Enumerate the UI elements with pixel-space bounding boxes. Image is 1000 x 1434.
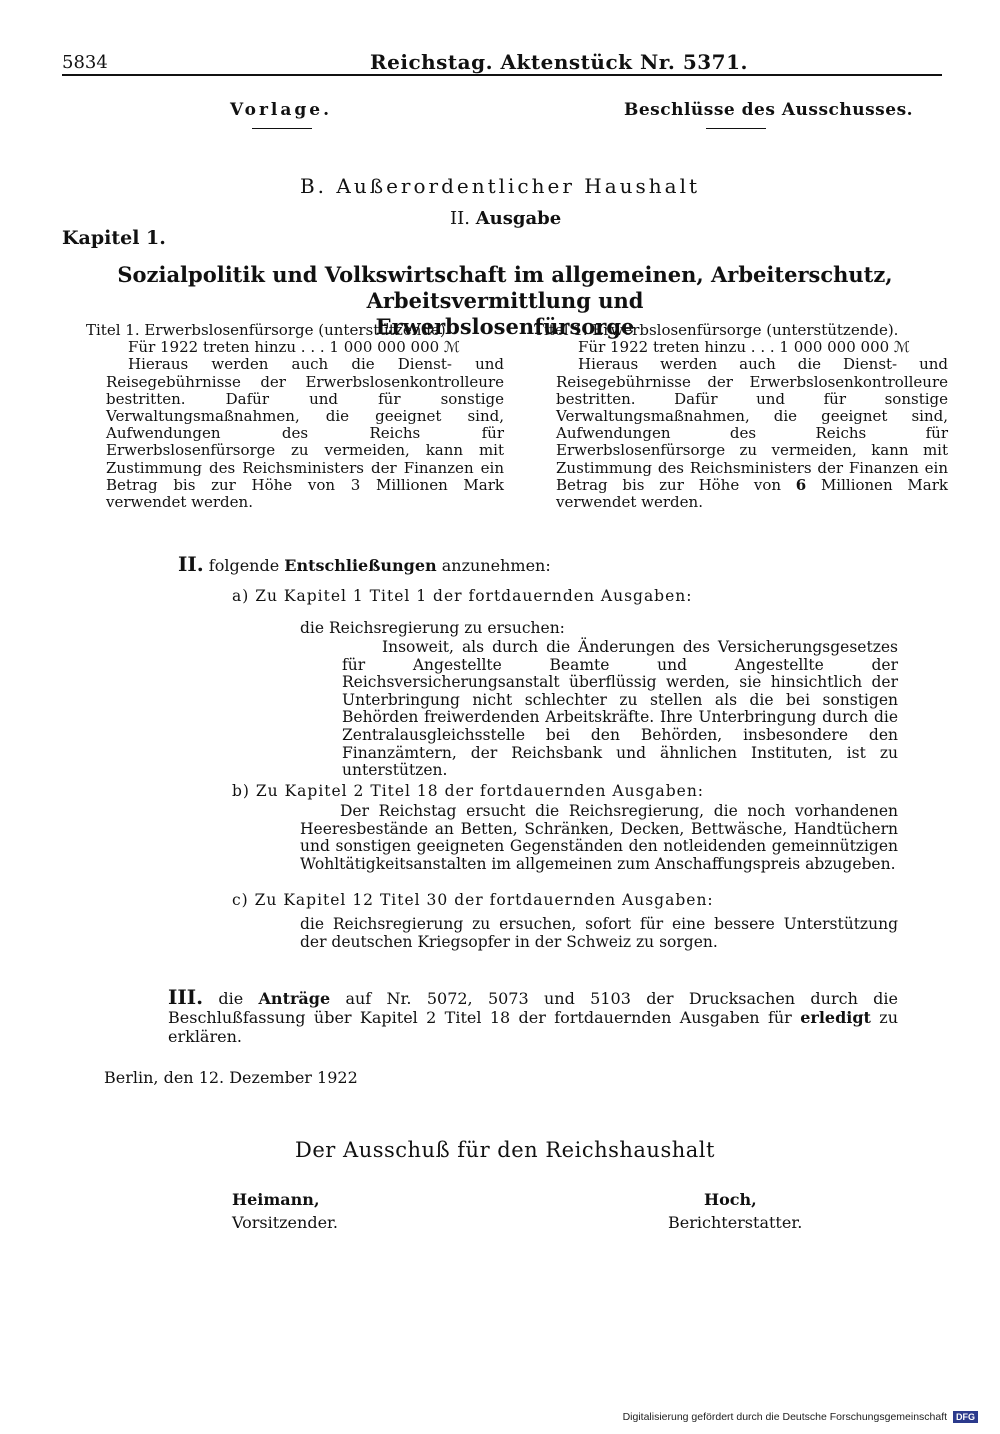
resolutions-roman: II. [178, 552, 204, 576]
left-title: Titel 1. Erwerbslosenfürsorge (unterstützende) [86, 321, 446, 339]
motion-iii [168, 985, 899, 1046]
motion-iii-post: zu erklären. [168, 1008, 899, 1046]
left-column-heading: Vorlage. [230, 100, 333, 120]
dfg-logo: DFG [953, 1411, 978, 1423]
resolution-c-text: die Reichsregierung zu ersuchen, sofort für eine bessere Unterstützung der deutschen Kriegsopfer in der Schweiz zu sorgen. [300, 915, 898, 951]
chapter-title-line-1: Sozialpolitik und Volkswirtschaft im allgemeinen, Arbeiterschutz, Arbeitsvermittlung und [117, 262, 893, 313]
motion-iii-bold: Anträge [258, 989, 331, 1008]
resolutions-intro [178, 552, 551, 576]
signature-2-name: Hoch, [704, 1190, 757, 1209]
signature-1-role: Vorsitzender. [232, 1213, 339, 1232]
signature-1-name: Heimann, [232, 1190, 320, 1209]
right-column [534, 321, 948, 512]
signature-2-role: Berichterstatter. [668, 1213, 803, 1232]
motion-iii-bold-2: erledigt [800, 1008, 871, 1027]
right-text [556, 356, 948, 511]
chapter-title-line-2: Erwerbslosenfürsorge [375, 314, 635, 339]
chapter-label: Kapitel 1. [62, 227, 166, 249]
resolutions-post: anzunehmen: [441, 556, 551, 575]
digitization-credit-text: Digitalisierung gefördert durch die Deutsche Forschungsgemeinschaft [622, 1411, 948, 1423]
sub-roman: II. [450, 208, 470, 229]
resolution-b-heading: b) Zu Kapitel 2 Titel 18 der fortdauernden Ausgaben: [232, 782, 705, 800]
right-heading-rule [706, 128, 766, 129]
left-heading-rule [252, 128, 312, 129]
sub-label: Ausgabe [475, 208, 562, 229]
resolution-c-heading: c) Zu Kapitel 12 Titel 30 der fortdauernden Ausgaben: [232, 891, 714, 909]
right-column-heading: Beschlüsse des Ausschusses. [624, 100, 914, 120]
left-text: Hieraus werden auch die Dienst- und Reisegebührnisse der Erwerbslosenkontrolleure bestritten. Dafür und für sonstige Verwaltungsmaßnahmen, die geeignet sind, Aufwendungen des Reichs für Erwerbslosenfürsorge zu vermeiden, kann mit Zustimmung des Reichsministers der Finanzen ein Betrag bis zur Höhe von 3 Millionen Mark verwendet werden. [106, 355, 504, 512]
digitization-credit [623, 1411, 978, 1423]
motion-iii-mid: auf Nr. 5072, 5073 und 5103 der Drucksachen durch die Beschlußfassung über Kapitel 2 Titel 18 der fortdauernden Ausgaben für [168, 989, 899, 1027]
left-column [86, 321, 504, 512]
resolution-b-text: Der Reichstag ersucht die Reichsregierung, die noch vorhandenen Heeresbestände an Betten, Schränken, Decken, Bettwäsche, Handtüchern und sonstigen geeigneten Gegenständen den notleidenden gemeinnützigen Wohltätigkeitsanstalten im allgemeinen zum Anschaffungspreis abzugeben. [300, 802, 898, 873]
running-title: Reichstag. Aktenstück Nr. 5371. [370, 50, 748, 74]
section-subheading [450, 208, 561, 229]
right-text-before: Hieraus werden auch die Dienst- und Reisegebührnisse der Erwerbslosenkontrolleure bestritten. Dafür und für sonstige Verwaltungsmaßnahmen, die geeignet sind, Aufwendungen des Reichs für Erwerbslosenfürsorge zu vermeiden, kann mit Zustimmung des Reichsministers der Finanzen ein Betrag bis zur Höhe von [556, 355, 948, 494]
right-amount: Für 1922 treten hinzu . . . 1 000 000 000 ℳ [578, 338, 910, 357]
page-number: 5834 [62, 52, 108, 73]
section-heading: B. Außerordentlicher Haushalt [299, 174, 701, 198]
motion-iii-roman: III. [168, 985, 204, 1009]
resolutions-bold: Entschließungen [284, 556, 437, 575]
header-rule [62, 74, 942, 76]
right-text-after: Millionen Mark verwendet werden. [556, 475, 948, 512]
right-text-bold: 6 [795, 475, 807, 494]
committee-name: Der Ausschuß für den Reichshaushalt [295, 1138, 715, 1162]
resolutions-pre: folgende [208, 556, 280, 575]
resolution-a-heading: a) Zu Kapitel 1 Titel 1 der fortdauernden Ausgaben: [232, 587, 693, 605]
left-amount: Für 1922 treten hinzu . . . 1 000 000 000 ℳ [128, 338, 460, 357]
resolution-a-lead: die Reichsregierung zu ersuchen: [300, 619, 565, 637]
right-title: Titel 1. Erwerbslosenfürsorge (unterstützende). [534, 321, 899, 339]
place-date: Berlin, den 12. Dezember 1922 [104, 1068, 358, 1087]
resolution-a-text: Insoweit, als durch die Änderungen des Versicherungsgesetzes für Angestellte Beamte und Angestellte der Reichsversicherungsanstalt überflüssig werden, sie hinsichtlich der Unterbringung nicht schlechter zu stellen als die bei sonstigen Behörden freiwerdenden Arbeitskräfte. Ihre Unterbringung durch die Zentralausgleichsstelle bei den Behörden, insbesondere den Finanzämtern, der Reichsbank und ähnlichen Instituten, ist zu unterstützen. [342, 638, 898, 780]
motion-iii-pre: die [218, 989, 244, 1008]
